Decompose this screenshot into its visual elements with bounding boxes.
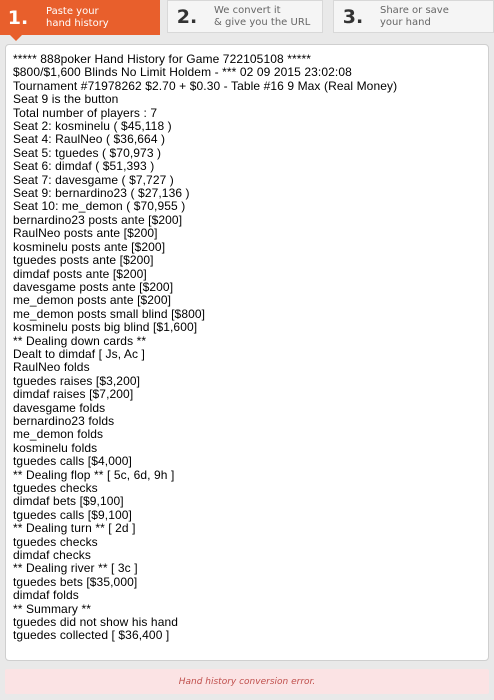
- hand-history-line: kosminelu posts ante [$200]: [13, 239, 166, 254]
- hand-history-line: tguedes checks: [13, 534, 98, 549]
- step-label-line1: We convert it: [214, 4, 281, 16]
- hand-history-line: ** Dealing river ** [ 3c ]: [13, 561, 138, 576]
- error-message-bar: [5, 669, 489, 694]
- hand-history-line: kosminelu folds: [13, 440, 98, 455]
- hand-history-line: dimdaf checks: [13, 548, 91, 563]
- hand-history-line: ** Dealing flop ** [ 5c, 6d, 9h ]: [13, 467, 175, 482]
- hand-history-line: Tournament #71978262 $2.70 + $0.30 - Table #16 9 Max (Real Money): [13, 78, 398, 93]
- hand-history-line: dimdaf raises [$7,200]: [13, 387, 134, 402]
- step-label-line1: Share or save: [380, 4, 449, 16]
- hand-history-line: RaulNeo posts ante [$200]: [13, 226, 158, 241]
- step-number: 3.: [342, 5, 364, 28]
- hand-history-line: tguedes calls [$9,100]: [13, 507, 132, 522]
- hand-history-line: me_demon posts ante [$200]: [13, 293, 172, 308]
- hand-history-line: dimdaf bets [$9,100]: [13, 494, 124, 509]
- hand-history-line: Seat 9: bernardino23 ( $27,136 ): [13, 186, 190, 201]
- hand-history-line: Seat 9 is the button: [13, 92, 119, 107]
- hand-history-line: davesgame folds: [13, 400, 106, 415]
- hand-history-line: Seat 7: davesgame ( $7,727 ): [13, 172, 174, 187]
- step-label: [206, 5, 310, 29]
- hand-history-line: ** Dealing down cards **: [13, 333, 147, 348]
- hand-history-textarea[interactable]: [5, 44, 489, 661]
- steps-bar: [0, 0, 494, 37]
- hand-history-line: tguedes calls [$4,000]: [13, 454, 132, 469]
- hand-history-line: tguedes collected [ $36,400 ]: [13, 628, 170, 643]
- hand-history-line: Seat 2: kosminelu ( $45,118 ): [13, 119, 172, 134]
- hand-history-line: tguedes bets [$35,000]: [13, 574, 138, 589]
- hand-history-line: tguedes raises [$3,200]: [13, 373, 141, 388]
- hand-history-line: me_demon posts small blind [$800]: [13, 306, 206, 321]
- step-label: [36, 6, 109, 30]
- hand-history-line: Seat 10: me_demon ( $70,955 ): [13, 199, 186, 214]
- hand-history-line: dimdaf folds: [13, 588, 79, 603]
- step-label-line1: Paste your: [46, 5, 99, 17]
- hand-history-line: RaulNeo folds: [13, 360, 90, 375]
- hand-history-line: dimdaf posts ante [$200]: [13, 266, 147, 281]
- step-label-line2: your hand: [380, 16, 431, 28]
- step-label-line2: & give you the URL: [214, 16, 311, 28]
- hand-history-text: [13, 53, 481, 643]
- hand-history-line: bernardino23 posts ante [$200]: [13, 212, 183, 227]
- hand-history-line: Total number of players : 7: [13, 105, 158, 120]
- hand-history-line: me_demon folds: [13, 427, 104, 442]
- step-label-line2: hand history: [46, 17, 109, 29]
- step-convert[interactable]: [167, 0, 323, 33]
- hand-history-line: Seat 5: tguedes ( $70,973 ): [13, 145, 162, 160]
- hand-history-line: tguedes did not show his hand: [13, 615, 179, 630]
- hand-history-line: Seat 6: dimdaf ( $51,393 ): [13, 159, 155, 174]
- hand-history-line: ** Dealing turn ** [ 2d ]: [13, 521, 136, 536]
- step-number: 2.: [176, 5, 198, 28]
- hand-history-line: $800/$1,600 Blinds No Limit Holdem - *** 02 09 2015 23:02:08: [13, 65, 352, 80]
- hand-history-line: tguedes posts ante [$200]: [13, 253, 154, 268]
- step-share[interactable]: [333, 0, 494, 33]
- hand-history-line: Seat 4: RaulNeo ( $36,664 ): [13, 132, 166, 147]
- hand-history-line: kosminelu posts big blind [$1,600]: [13, 320, 198, 335]
- error-message: Hand history conversion error.: [178, 676, 316, 687]
- hand-history-line: Dealt to dimdaf [ Js, Ac ]: [13, 346, 145, 361]
- hand-history-line: ***** 888poker Hand History for Game 722105108 *****: [13, 52, 312, 66]
- step-label: [372, 5, 449, 29]
- step-paste[interactable]: [0, 0, 160, 35]
- step-number: 1.: [7, 6, 29, 29]
- hand-history-line: davesgame posts ante [$200]: [13, 279, 174, 294]
- hand-history-line: bernardino23 folds: [13, 413, 115, 428]
- hand-history-line: ** Summary **: [13, 601, 91, 616]
- hand-history-line: tguedes checks: [13, 481, 98, 495]
